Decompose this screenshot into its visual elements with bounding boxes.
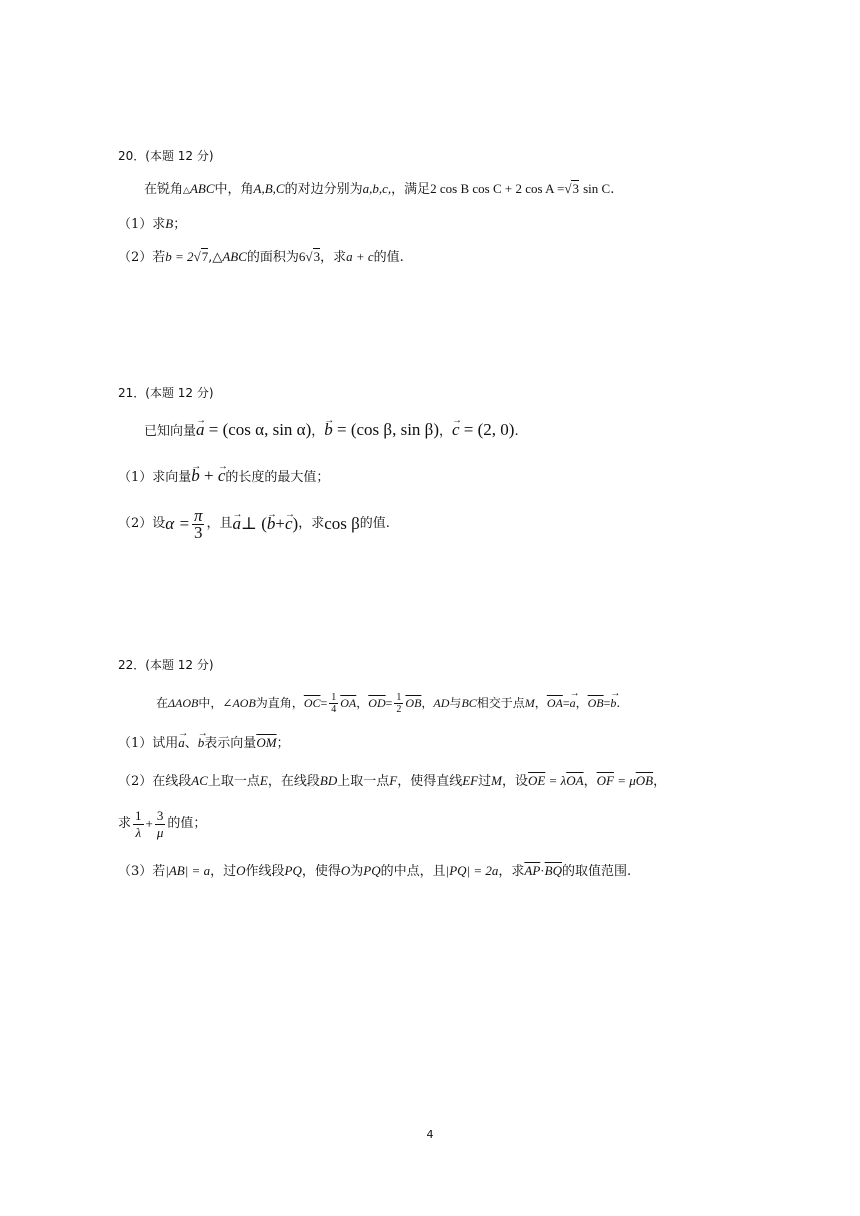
q22-part1: （1）试用→ a、→ b表示向量$\overline{OM}$； bbox=[118, 733, 290, 754]
q20-header: 20．(本题 12 分) bbox=[118, 149, 214, 163]
pi-over-3-fraction: $\frac{\pi}{3}$ bbox=[193, 505, 203, 542]
q22-part2-line1: （2）在线段AC上取一点E，在线段BD上取一点F，使得直线EF过M，设$\overline{OE} = \lambda\overline{OA}$，$\overline{OF} = \mu\overline{OB}$， bbox=[118, 773, 667, 789]
q22-header: 22．(本题 12 分) bbox=[118, 658, 214, 672]
q21-part1: （1）求向量→ b + → c的长度的最大值； bbox=[118, 466, 329, 488]
page-number: 4 bbox=[426, 1128, 434, 1141]
q21-header: 21．(本题 12 分) bbox=[118, 386, 214, 400]
q20-stem: 在锐角△ABC中，角A,B,C的对边分别为a,b,c,，满足2 cos B cos C + 2 cos A =√3 sin C. bbox=[144, 181, 615, 197]
q22-part2-line2: 求 $\frac{1}{\lambda}$ + $\frac{3}{\mu}$ 的值； bbox=[118, 807, 207, 840]
q21-part2: （2）设 α = $\frac{\pi}{3}$ ，且 → a ⊥ ( → b + → c ) ，求 cos β 的值. bbox=[118, 506, 390, 542]
q21-stem: 已知向量→ a = (cos α, sin α)，→ b = (cos β, sin β)，→ c = (2, 0). bbox=[144, 420, 519, 442]
q20-part1: （1）求B； bbox=[118, 216, 187, 232]
q22-stem: 在 ΔAOB 中， ∠AOB 为直角， $\overline{OC}$ = $\frac{1}{4}$ $\overline{OA}$ ， $\overline{OD}$ = $\frac{1}{2}$ $\overline{OB}$ ， AD 与 BC 相交于点 M ， $\overline{OA}$ = → a ， $\overline{OB}$ = → b . bbox=[156, 690, 620, 716]
q20-part2: （2）若b = 2√7,△ABC的面积为6√3，求a + c的值. bbox=[118, 249, 404, 265]
q22-part3: （3）若|AB| = a，过O作线段PQ，使得O为PQ的中点，且|PQ| = 2a，求$\overline{AP}\cdot\overline{BQ}$的取值范围. bbox=[118, 863, 632, 879]
